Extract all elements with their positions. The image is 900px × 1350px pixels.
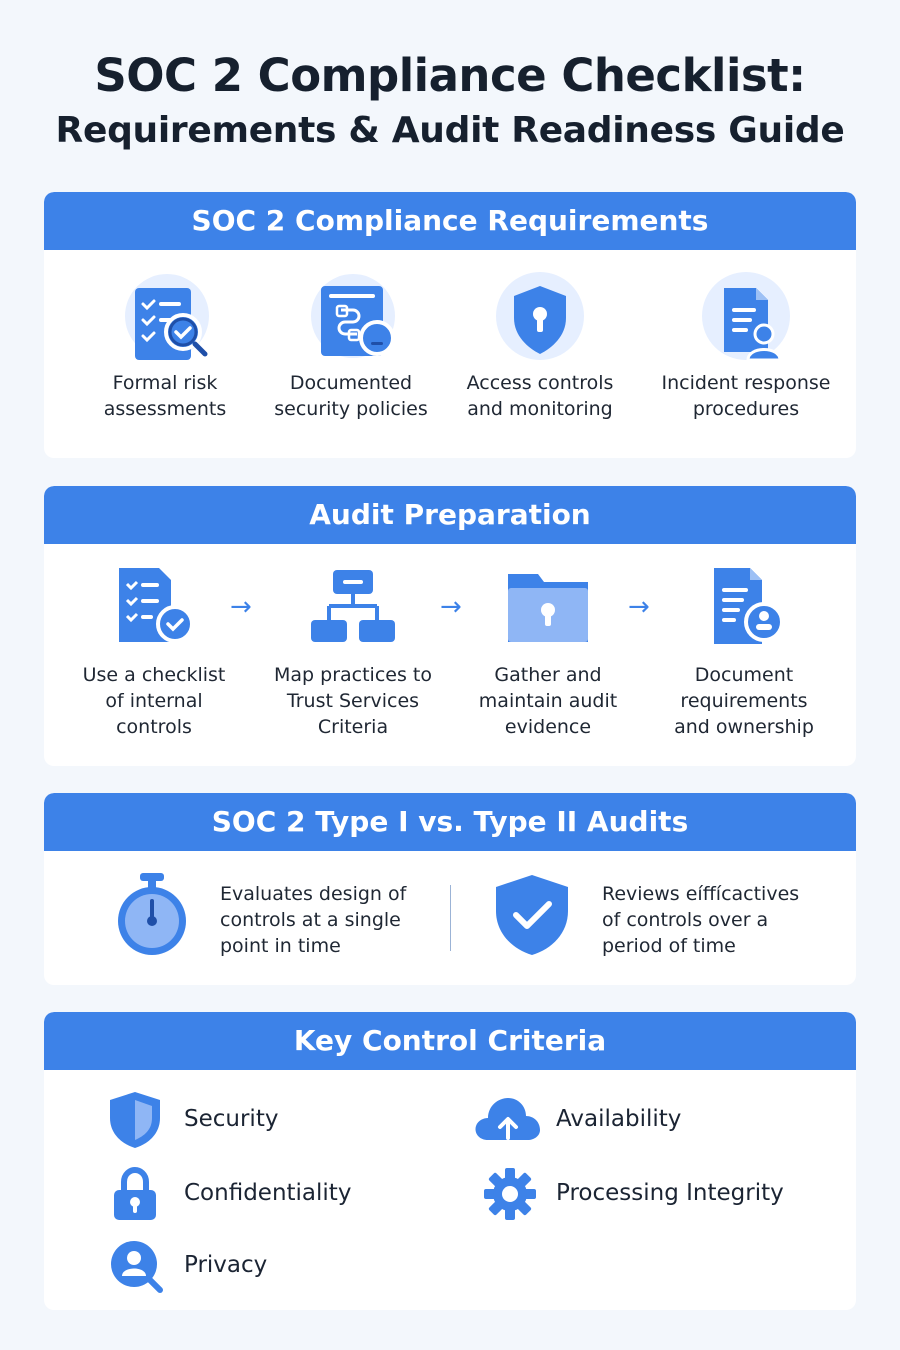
requirements-panel: [44, 192, 856, 458]
audit-step-document-ownership: [656, 564, 832, 740]
criterion-confidentiality: [106, 1164, 446, 1224]
title-line-2: Requirements & Audit Readiness Guide: [55, 110, 845, 151]
folder-lock-icon: [502, 564, 594, 648]
shield-keyhole-icon: [490, 272, 590, 362]
criterion-availability: [472, 1090, 832, 1150]
gear-icon: [482, 1164, 538, 1224]
audit-step-label: Use a checklist of internal controls: [82, 664, 226, 738]
requirement-label: Documented security policies: [274, 372, 428, 420]
hierarchy-icon: [307, 564, 399, 648]
criterion-label: Privacy: [184, 1252, 268, 1278]
requirement-security-policies: [266, 272, 436, 422]
audit-step-checklist: [74, 564, 234, 740]
audit-step-label: Document requirements and ownership: [674, 664, 814, 738]
criterion-label: Confidentiality: [184, 1180, 352, 1206]
type-1-description: Evaluates design of controls at a single point in time: [220, 883, 407, 957]
criterion-privacy: [106, 1236, 406, 1296]
type-2-description: Reviews eíffícactives of controls over a period of time: [602, 883, 800, 957]
cloud-upload-icon: [472, 1090, 542, 1150]
shield-icon: [106, 1090, 164, 1150]
stopwatch-icon: [110, 869, 194, 959]
audit-types-panel: [44, 793, 856, 985]
policy-document-icon: [301, 272, 401, 362]
audit-step-label: Gather and maintain audit evidence: [478, 664, 618, 738]
criterion-label: Availability: [556, 1106, 682, 1132]
document-owner-icon: [698, 564, 790, 648]
audit-step-label: Map practices to Trust Services Criteria: [274, 664, 432, 738]
audit-prep-panel: [44, 486, 856, 766]
flow-arrow-icon: →: [230, 592, 252, 622]
criterion-processing-integrity: [482, 1164, 842, 1224]
checklist-search-icon: [115, 272, 215, 362]
audit-step-gather-evidence: [468, 564, 628, 740]
page-title: [0, 48, 900, 156]
requirement-label: Access controls and monitoring: [466, 372, 614, 420]
criterion-label: Processing Integrity: [556, 1180, 784, 1206]
criteria-panel: [44, 1012, 856, 1310]
title-line-1: SOC 2 Compliance Checklist:: [94, 49, 806, 102]
criterion-label: Security: [184, 1106, 279, 1132]
requirement-incident-response: [650, 272, 842, 422]
requirement-access-controls: [458, 272, 622, 422]
requirements-header: SOC 2 Compliance Requirements: [44, 192, 856, 250]
flow-arrow-icon: →: [440, 592, 462, 622]
criterion-security: [106, 1090, 406, 1150]
requirement-label: Formal risk assessments: [103, 372, 227, 420]
user-search-icon: [106, 1236, 166, 1296]
audit-prep-header: Audit Preparation: [44, 486, 856, 544]
checklist-check-icon: [109, 564, 199, 648]
document-user-icon: [696, 272, 796, 362]
audit-types-header: SOC 2 Type I vs. Type II Audits: [44, 793, 856, 851]
criteria-header: Key Control Criteria: [44, 1012, 856, 1070]
requirement-label: Incident response procedures: [661, 372, 831, 420]
requirement-risk-assessments: [82, 272, 248, 422]
audit-step-map-criteria: [268, 564, 438, 740]
padlock-icon: [106, 1164, 164, 1224]
flow-arrow-icon: →: [628, 592, 650, 622]
shield-check-icon: [490, 871, 574, 961]
type-divider: [450, 885, 451, 951]
